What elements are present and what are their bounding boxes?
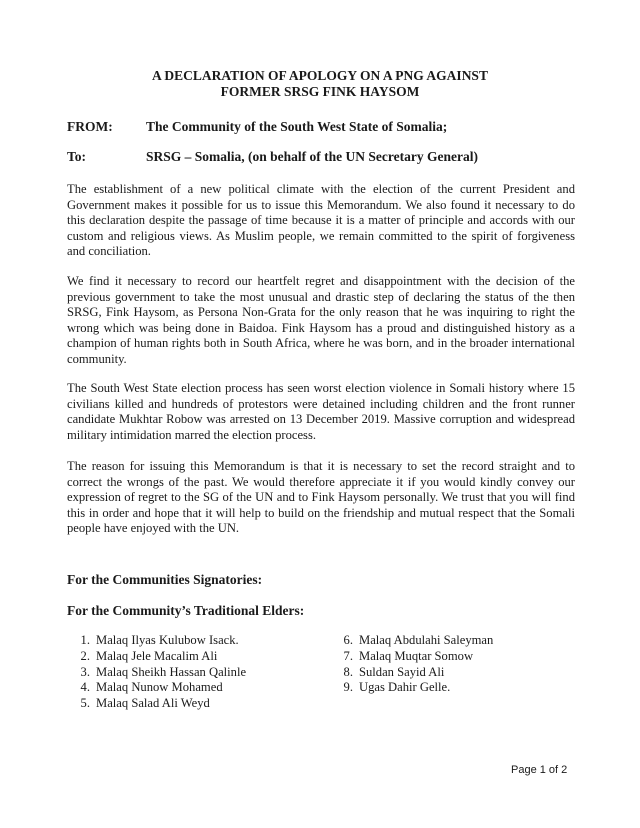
list-item: 2. Malaq Jele Macalim Ali bbox=[80, 648, 218, 663]
from-label: FROM: bbox=[67, 119, 113, 134]
from-value: The Community of the South West State of Somalia; bbox=[146, 119, 448, 134]
list-item: 9. Ugas Dahir Gelle. bbox=[343, 680, 451, 695]
elders-list-right bbox=[335, 633, 493, 696]
to-value: SRSG – Somalia, (on behalf of the UN Secretary General) bbox=[146, 149, 478, 164]
list-item: 5. Malaq Salad Ali Weyd bbox=[80, 696, 210, 711]
paragraph-3: The South West State election process has seen worst election violence in Somali history where 15 civilians killed and hundreds of protestors were detained including children and the front runner candidate Mukhtar Robow was arrested on 13 December 2019. Massive corruption and widespread military intimidation marred the election process. bbox=[67, 381, 575, 442]
paragraph-1: The establishment of a new political climate with the election of the current President and Government makes it possible for us to issue this Memorandum. We also found it necessary to do this declaration despite the passage of time because it is a matter of principle and accords with our custom and religious views. As Muslim people, we remain committed to the spirit of forgiveness and conciliation. bbox=[67, 182, 575, 259]
title-line-1: A DECLARATION OF APOLOGY ON A PNG AGAINST bbox=[152, 68, 488, 83]
signatories-heading: For the Communities Signatories: bbox=[67, 572, 263, 587]
paragraph-2: We find it necessary to record our heartfelt regret and disappointment with the decision of the previous government to take the most unusual and drastic step of declaring the status of the then SRSG, Fink Haysom, as Persona Non-Grata for the only reason that he was inquiring to right the wrong which was being done in Baidoa. Fink Haysom has a proud and distinguished history as a champion of human rights both in South Africa, where he was born, and in the broader international community. bbox=[67, 274, 575, 366]
list-item: 4. Malaq Nunow Mohamed bbox=[80, 680, 223, 695]
document-title bbox=[0, 68, 640, 100]
list-item: 6. Malaq Abdulahi Saleyman bbox=[343, 633, 494, 647]
list-item: 7. Malaq Muqtar Somow bbox=[343, 648, 474, 663]
list-item: 8. Suldan Sayid Ali bbox=[343, 664, 445, 679]
title-line-2: FORMER SRSG FINK HAYSOM bbox=[220, 84, 420, 99]
elders-heading: For the Community’s Traditional Elders: bbox=[67, 603, 305, 618]
page-number: Page 1 of 2 bbox=[511, 764, 568, 776]
list-item: 1. Malaq Ilyas Kulubow Isack. bbox=[80, 633, 239, 647]
list-item: 3. Malaq Sheikh Hassan Qalinle bbox=[80, 664, 247, 679]
elders-list-left bbox=[72, 633, 246, 712]
paragraph-4: The reason for issuing this Memorandum is that it is necessary to set the record straight and to correct the wrongs of the past. We would therefore appreciate it if you would kindly convey our expression of regret to the SG of the UN and to Fink Haysom personally. We trust that you will find this in order and hope that it will help to build on the friendship and mutual respect that the Somali people have enjoyed with the UN. bbox=[67, 459, 575, 536]
to-label: To: bbox=[67, 149, 87, 164]
